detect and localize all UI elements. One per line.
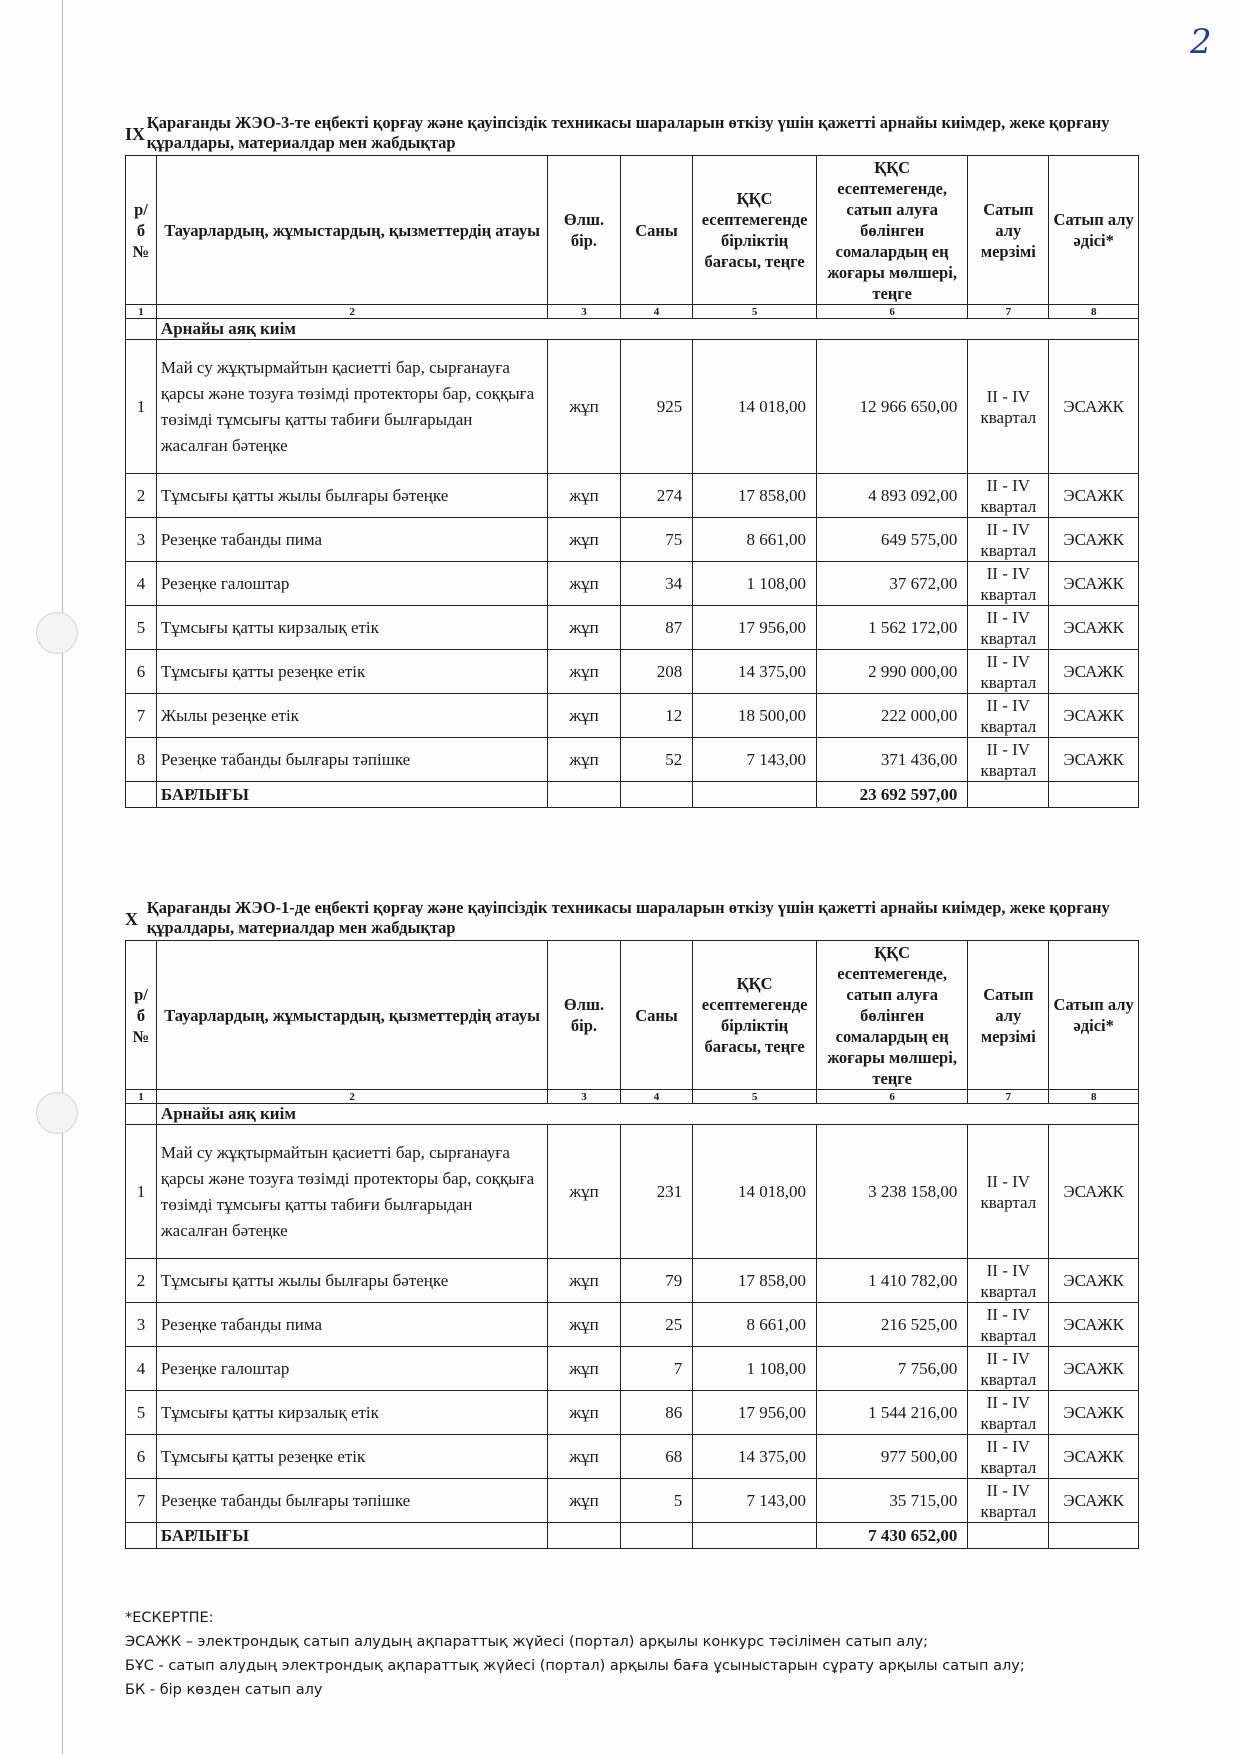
item-name: Тұмсығы қатты кирзалық етік bbox=[156, 606, 547, 650]
unit-cell: жұп bbox=[548, 1259, 621, 1303]
header-no: р/б № bbox=[126, 941, 157, 1090]
header-qty: Саны bbox=[620, 156, 693, 305]
unit-price-cell: 17 858,00 bbox=[693, 474, 817, 518]
header-unit: Өлш. бір. bbox=[548, 156, 621, 305]
page-margin-line bbox=[62, 0, 63, 1754]
row-number: 6 bbox=[126, 650, 157, 694]
table-row bbox=[126, 1303, 1139, 1347]
column-number: 3 bbox=[548, 305, 621, 319]
item-name: Май су жұқтырмайтын қасиетті бар, сырғанауға қарсы және тозуға төзімді протекторы бар, соққыға төзімді тұмсығы қатты табиғи былғарыдан жасалған бәтеңке bbox=[156, 340, 547, 474]
row-number: 2 bbox=[126, 474, 157, 518]
column-number: 3 bbox=[548, 1090, 621, 1104]
row-number: 1 bbox=[126, 1125, 157, 1259]
item-name: Резеңке табанды пима bbox=[156, 1303, 547, 1347]
purchase-method-cell: ЭСАЖК bbox=[1049, 1391, 1139, 1435]
quantity-cell: 274 bbox=[620, 474, 693, 518]
purchase-term-cell: II - IV квартал bbox=[968, 738, 1049, 782]
total-amount-cell: 12 966 650,00 bbox=[816, 340, 967, 474]
unit-cell: жұп bbox=[548, 606, 621, 650]
unit-price-cell: 14 375,00 bbox=[693, 650, 817, 694]
empty-cell bbox=[1049, 1523, 1139, 1549]
unit-cell: жұп bbox=[548, 694, 621, 738]
column-number: 6 bbox=[816, 1090, 967, 1104]
purchase-term-cell: II - IV квартал bbox=[968, 340, 1049, 474]
purchase-term-cell: II - IV квартал bbox=[968, 1479, 1049, 1523]
purchase-method-cell: ЭСАЖК bbox=[1049, 606, 1139, 650]
unit-price-cell: 1 108,00 bbox=[693, 562, 817, 606]
section-title: Қарағанды ЖЭО-1-де еңбекті қорғау және қауіпсіздік техникасы шараларын өткізу үшін қажетті арнайы киімдер, жеке қорғану құралдары, материалдар мен жабдықтар bbox=[146, 898, 1110, 937]
header-total: ҚҚС есептемегенде, сатып алуға бөлінген сомалардың ең жоғары мөлшері, теңге bbox=[816, 156, 967, 305]
section-ix bbox=[125, 113, 1139, 808]
total-amount-cell: 2 990 000,00 bbox=[816, 650, 967, 694]
total-amount-cell: 1 562 172,00 bbox=[816, 606, 967, 650]
unit-price-cell: 8 661,00 bbox=[693, 518, 817, 562]
section-title: Қарағанды ЖЭО-3-те еңбекті қорғау және қауіпсіздік техникасы шараларын өткізу үшін қажетті арнайы киімдер, жеке қорғану құралдары, материалдар мен жабдықтар bbox=[146, 113, 1110, 152]
purchase-method-cell: ЭСАЖК bbox=[1049, 1303, 1139, 1347]
column-number: 2 bbox=[156, 1090, 547, 1104]
purchase-term-cell: II - IV квартал bbox=[968, 1435, 1049, 1479]
total-amount-cell: 1 544 216,00 bbox=[816, 1391, 967, 1435]
total-amount-cell: 7 756,00 bbox=[816, 1347, 967, 1391]
item-name: Тұмсығы қатты жылы былғары бәтеңке bbox=[156, 1259, 547, 1303]
table-row bbox=[126, 650, 1139, 694]
column-number: 5 bbox=[693, 305, 817, 319]
footnotes bbox=[125, 1606, 1165, 1702]
section-roman: IX bbox=[125, 124, 146, 144]
unit-price-cell: 1 108,00 bbox=[693, 1347, 817, 1391]
unit-cell: жұп bbox=[548, 1435, 621, 1479]
table-row bbox=[126, 474, 1139, 518]
total-row bbox=[126, 1523, 1139, 1549]
purchase-term-cell: II - IV квартал bbox=[968, 474, 1049, 518]
unit-price-cell: 17 858,00 bbox=[693, 1259, 817, 1303]
purchase-method-cell: ЭСАЖК bbox=[1049, 1435, 1139, 1479]
column-number: 4 bbox=[620, 1090, 693, 1104]
total-amount-cell: 4 893 092,00 bbox=[816, 474, 967, 518]
grand-total-value: 23 692 597,00 bbox=[816, 782, 967, 808]
purchase-method-cell: ЭСАЖК bbox=[1049, 562, 1139, 606]
header-total: ҚҚС есептемегенде, сатып алуға бөлінген сомалардың ең жоғары мөлшері, теңге bbox=[816, 941, 967, 1090]
purchase-method-cell: ЭСАЖК bbox=[1049, 650, 1139, 694]
empty-cell bbox=[968, 782, 1049, 808]
item-name: Резеңке галоштар bbox=[156, 1347, 547, 1391]
unit-cell: жұп bbox=[548, 1479, 621, 1523]
quantity-cell: 925 bbox=[620, 340, 693, 474]
purchase-term-cell: II - IV квартал bbox=[968, 518, 1049, 562]
quantity-cell: 208 bbox=[620, 650, 693, 694]
table-row bbox=[126, 1435, 1139, 1479]
page-number: 2 bbox=[1190, 22, 1212, 62]
quantity-cell: 34 bbox=[620, 562, 693, 606]
header-price: ҚҚС есептемегенде бірліктің бағасы, теңге bbox=[693, 941, 817, 1090]
column-number: 7 bbox=[968, 1090, 1049, 1104]
footnote-line: ЭСАЖК – электрондық сатып алудың ақпараттық жүйесі (портал) арқылы конкурс тәсілімен сатып алу; bbox=[125, 1634, 928, 1650]
table-row bbox=[126, 1259, 1139, 1303]
column-number: 8 bbox=[1049, 1090, 1139, 1104]
purchase-method-cell: ЭСАЖК bbox=[1049, 694, 1139, 738]
row-number: 5 bbox=[126, 1391, 157, 1435]
row-number: 7 bbox=[126, 1479, 157, 1523]
header-qty: Саны bbox=[620, 941, 693, 1090]
item-name: Резеңке табанды пима bbox=[156, 518, 547, 562]
unit-cell: жұп bbox=[548, 1303, 621, 1347]
quantity-cell: 52 bbox=[620, 738, 693, 782]
unit-price-cell: 14 018,00 bbox=[693, 1125, 817, 1259]
table-row bbox=[126, 562, 1139, 606]
header-unit: Өлш. бір. bbox=[548, 941, 621, 1090]
unit-price-cell: 17 956,00 bbox=[693, 1391, 817, 1435]
unit-cell: жұп bbox=[548, 474, 621, 518]
unit-price-cell: 7 143,00 bbox=[693, 1479, 817, 1523]
quantity-cell: 86 bbox=[620, 1391, 693, 1435]
unit-price-cell: 17 956,00 bbox=[693, 606, 817, 650]
unit-cell: жұп bbox=[548, 1347, 621, 1391]
row-number: 2 bbox=[126, 1259, 157, 1303]
group-label: Арнайы аяқ киім bbox=[156, 319, 1138, 340]
total-amount-cell: 222 000,00 bbox=[816, 694, 967, 738]
empty-cell bbox=[1049, 782, 1139, 808]
column-number: 1 bbox=[126, 1090, 157, 1104]
table-row bbox=[126, 1125, 1139, 1259]
row-number: 4 bbox=[126, 1347, 157, 1391]
section-x bbox=[125, 898, 1139, 1549]
header-name: Тауарлардың, жұмыстардың, қызметтердің атауы bbox=[156, 941, 547, 1090]
empty-cell bbox=[620, 1523, 693, 1549]
table-row bbox=[126, 606, 1139, 650]
purchase-method-cell: ЭСАЖК bbox=[1049, 1347, 1139, 1391]
unit-price-cell: 18 500,00 bbox=[693, 694, 817, 738]
total-amount-cell: 371 436,00 bbox=[816, 738, 967, 782]
purchase-term-cell: II - IV квартал bbox=[968, 1347, 1049, 1391]
footnote-line: БҰС - сатып алудың электрондық ақпараттық жүйесі (портал) арқылы баға ұсыныстарын сұрату арқылы сатып алу; bbox=[125, 1658, 1025, 1674]
table-row bbox=[126, 340, 1139, 474]
unit-cell: жұп bbox=[548, 518, 621, 562]
total-amount-cell: 35 715,00 bbox=[816, 1479, 967, 1523]
purchase-term-cell: II - IV квартал bbox=[968, 1391, 1049, 1435]
unit-price-cell: 8 661,00 bbox=[693, 1303, 817, 1347]
purchase-method-cell: ЭСАЖК bbox=[1049, 1479, 1139, 1523]
header-no: р/б № bbox=[126, 156, 157, 305]
unit-price-cell: 14 018,00 bbox=[693, 340, 817, 474]
column-number: 5 bbox=[693, 1090, 817, 1104]
item-name: Тұмсығы қатты кирзалық етік bbox=[156, 1391, 547, 1435]
total-label: БАРЛЫҒЫ bbox=[156, 782, 547, 808]
empty-cell bbox=[548, 1523, 621, 1549]
item-name: Резеңке галоштар bbox=[156, 562, 547, 606]
purchase-method-cell: ЭСАЖК bbox=[1049, 1259, 1139, 1303]
total-amount-cell: 37 672,00 bbox=[816, 562, 967, 606]
item-name: Резеңке табанды былғары тәпішке bbox=[156, 738, 547, 782]
quantity-cell: 79 bbox=[620, 1259, 693, 1303]
purchase-method-cell: ЭСАЖК bbox=[1049, 474, 1139, 518]
empty-cell bbox=[968, 1523, 1049, 1549]
total-amount-cell: 216 525,00 bbox=[816, 1303, 967, 1347]
punch-hole bbox=[36, 1092, 78, 1134]
purchase-term-cell: II - IV квартал bbox=[968, 650, 1049, 694]
row-number: 4 bbox=[126, 562, 157, 606]
unit-cell: жұп bbox=[548, 1391, 621, 1435]
total-amount-cell: 1 410 782,00 bbox=[816, 1259, 967, 1303]
column-number: 4 bbox=[620, 305, 693, 319]
unit-price-cell: 7 143,00 bbox=[693, 738, 817, 782]
row-number: 3 bbox=[126, 1303, 157, 1347]
group-label: Арнайы аяқ киім bbox=[156, 1104, 1138, 1125]
purchase-term-cell: II - IV квартал bbox=[968, 1259, 1049, 1303]
table-row bbox=[126, 1391, 1139, 1435]
quantity-cell: 12 bbox=[620, 694, 693, 738]
quantity-cell: 231 bbox=[620, 1125, 693, 1259]
punch-hole bbox=[36, 612, 78, 654]
quantity-cell: 87 bbox=[620, 606, 693, 650]
unit-cell: жұп bbox=[548, 738, 621, 782]
empty-cell bbox=[620, 782, 693, 808]
empty-cell bbox=[548, 782, 621, 808]
table-row bbox=[126, 738, 1139, 782]
item-name: Жылы резеңке етік bbox=[156, 694, 547, 738]
column-number: 2 bbox=[156, 305, 547, 319]
item-name: Тұмсығы қатты жылы былғары бәтеңке bbox=[156, 474, 547, 518]
purchase-method-cell: ЭСАЖК bbox=[1049, 1125, 1139, 1259]
purchase-method-cell: ЭСАЖК bbox=[1049, 738, 1139, 782]
column-number: 1 bbox=[126, 305, 157, 319]
unit-cell: жұп bbox=[548, 1125, 621, 1259]
row-number: 1 bbox=[126, 340, 157, 474]
total-label: БАРЛЫҒЫ bbox=[156, 1523, 547, 1549]
purchase-term-cell: II - IV квартал bbox=[968, 1303, 1049, 1347]
section-roman: X bbox=[125, 909, 138, 929]
purchase-term-cell: II - IV квартал bbox=[968, 562, 1049, 606]
row-number: 6 bbox=[126, 1435, 157, 1479]
purchase-method-cell: ЭСАЖК bbox=[1049, 518, 1139, 562]
purchase-term-cell: II - IV квартал bbox=[968, 694, 1049, 738]
header-price: ҚҚС есептемегенде бірліктің бағасы, теңге bbox=[693, 156, 817, 305]
item-name: Май су жұқтырмайтын қасиетті бар, сырғанауға қарсы және тозуға төзімді протекторы бар, соққыға төзімді тұмсығы қатты табиғи былғарыдан жасалған бәтеңке bbox=[156, 1125, 547, 1259]
table-row bbox=[126, 518, 1139, 562]
procurement-table bbox=[125, 940, 1139, 1549]
quantity-cell: 75 bbox=[620, 518, 693, 562]
empty-cell bbox=[126, 1523, 157, 1549]
row-number: 3 bbox=[126, 518, 157, 562]
table-row bbox=[126, 1347, 1139, 1391]
column-number: 6 bbox=[816, 305, 967, 319]
column-number: 7 bbox=[968, 305, 1049, 319]
total-amount-cell: 649 575,00 bbox=[816, 518, 967, 562]
header-method: Сатып алу әдісі* bbox=[1049, 156, 1139, 305]
header-term: Сатып алу мерзімі bbox=[968, 941, 1049, 1090]
empty-cell bbox=[693, 1523, 817, 1549]
footnote-line: БК - бір көзден сатып алу bbox=[125, 1682, 323, 1698]
purchase-term-cell: II - IV квартал bbox=[968, 606, 1049, 650]
purchase-method-cell: ЭСАЖК bbox=[1049, 340, 1139, 474]
empty-cell bbox=[126, 782, 157, 808]
header-name: Тауарлардың, жұмыстардың, қызметтердің атауы bbox=[156, 156, 547, 305]
unit-cell: жұп bbox=[548, 562, 621, 606]
total-amount-cell: 977 500,00 bbox=[816, 1435, 967, 1479]
table-row bbox=[126, 1479, 1139, 1523]
unit-cell: жұп bbox=[548, 650, 621, 694]
unit-price-cell: 14 375,00 bbox=[693, 1435, 817, 1479]
header-term: Сатып алу мерзімі bbox=[968, 156, 1049, 305]
footnote-title: *ЕСКЕРТПЕ: bbox=[125, 1610, 214, 1626]
grand-total-value: 7 430 652,00 bbox=[816, 1523, 967, 1549]
row-number: 8 bbox=[126, 738, 157, 782]
quantity-cell: 25 bbox=[620, 1303, 693, 1347]
total-amount-cell: 3 238 158,00 bbox=[816, 1125, 967, 1259]
header-method: Сатып алу әдісі* bbox=[1049, 941, 1139, 1090]
procurement-table bbox=[125, 155, 1139, 808]
item-name: Резеңке табанды былғары тәпішке bbox=[156, 1479, 547, 1523]
quantity-cell: 7 bbox=[620, 1347, 693, 1391]
unit-cell: жұп bbox=[548, 340, 621, 474]
row-number: 5 bbox=[126, 606, 157, 650]
column-number: 8 bbox=[1049, 305, 1139, 319]
purchase-term-cell: II - IV квартал bbox=[968, 1125, 1049, 1259]
quantity-cell: 5 bbox=[620, 1479, 693, 1523]
empty-cell bbox=[693, 782, 817, 808]
item-name: Тұмсығы қатты резеңке етік bbox=[156, 650, 547, 694]
table-row bbox=[126, 694, 1139, 738]
total-row bbox=[126, 782, 1139, 808]
quantity-cell: 68 bbox=[620, 1435, 693, 1479]
row-number: 7 bbox=[126, 694, 157, 738]
item-name: Тұмсығы қатты резеңке етік bbox=[156, 1435, 547, 1479]
